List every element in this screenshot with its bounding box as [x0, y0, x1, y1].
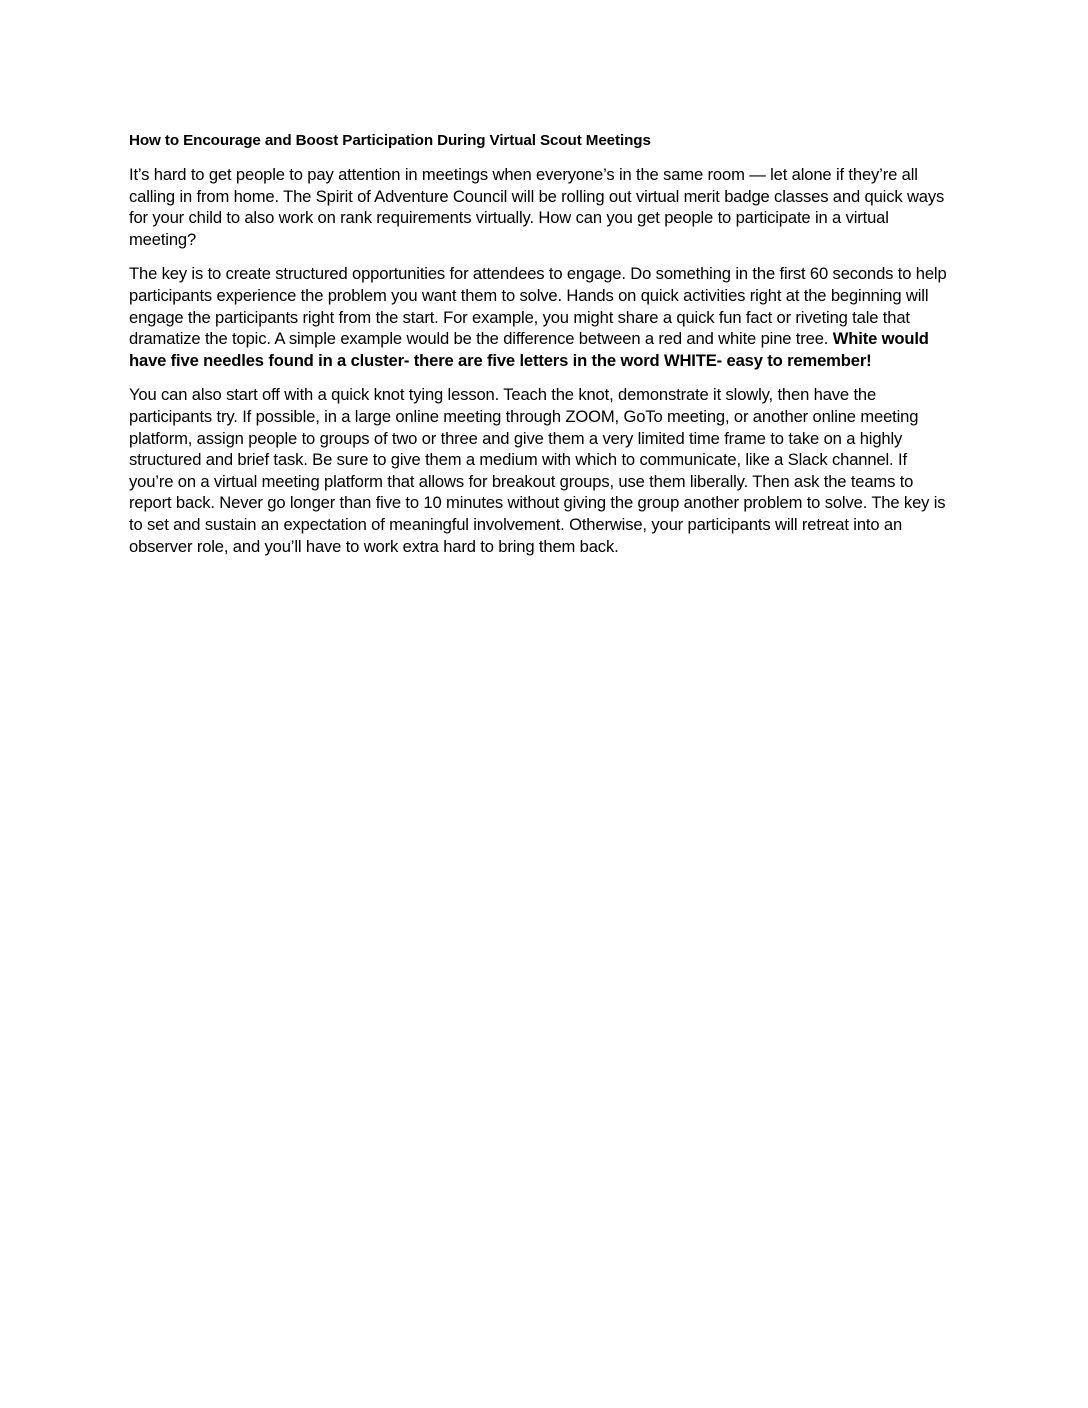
paragraph-knot-lesson	[129, 384, 955, 557]
document-title: How to Encourage and Boost Participation During Virtual Scout Meetings	[129, 132, 651, 149]
paragraph-intro	[129, 164, 955, 250]
paragraph-engage-bold-tip: White would have five needles found in a cluster- there are five letters in the word WHITE- easy to remember!	[129, 329, 929, 370]
paragraph-engage	[129, 263, 955, 371]
paragraph-knot-lesson-text: You can also start off with a quick knot tying lesson. Teach the knot, demonstrate it slowly, then have the participants try. If possible, in a large online meeting through ZOOM, GoTo meeting, or another online meeting platform, assign people to groups of two or three and give them a very limited time frame to take on a highly structured and brief task. Be sure to give them a medium with which to communicate, like a Slack channel. If you’re on a virtual meeting platform that allows for breakout groups, use them liberally. Then ask the teams to report back. Never go longer than five to 10 minutes without giving the group another problem to solve. The key is to set and sustain an expectation of meaningful involvement. Otherwise, your participants will retreat into an observer role, and you’ll have to work extra hard to bring them back.	[129, 385, 946, 556]
paragraph-engage-text: The key is to create structured opportunities for attendees to engage. Do something in the first 60 seconds to help participants experience the problem you want them to solve. Hands on quick activities right at the beginning will engage the participants right from the start. For example, you might share a quick fun fact or riveting tale that dramatize the topic. A simple example would be the difference between a red and white pine tree.	[129, 264, 947, 349]
document-body	[129, 131, 955, 570]
paragraph-intro-text: It’s hard to get people to pay attention in meetings when everyone’s in the same room — let alone if they’re all calling in from home. The Spirit of Adventure Council will be rolling out virtual merit badge classes and quick ways for your child to also work on rank requirements virtually. How can you get people to participate in a virtual meeting?	[129, 165, 945, 249]
